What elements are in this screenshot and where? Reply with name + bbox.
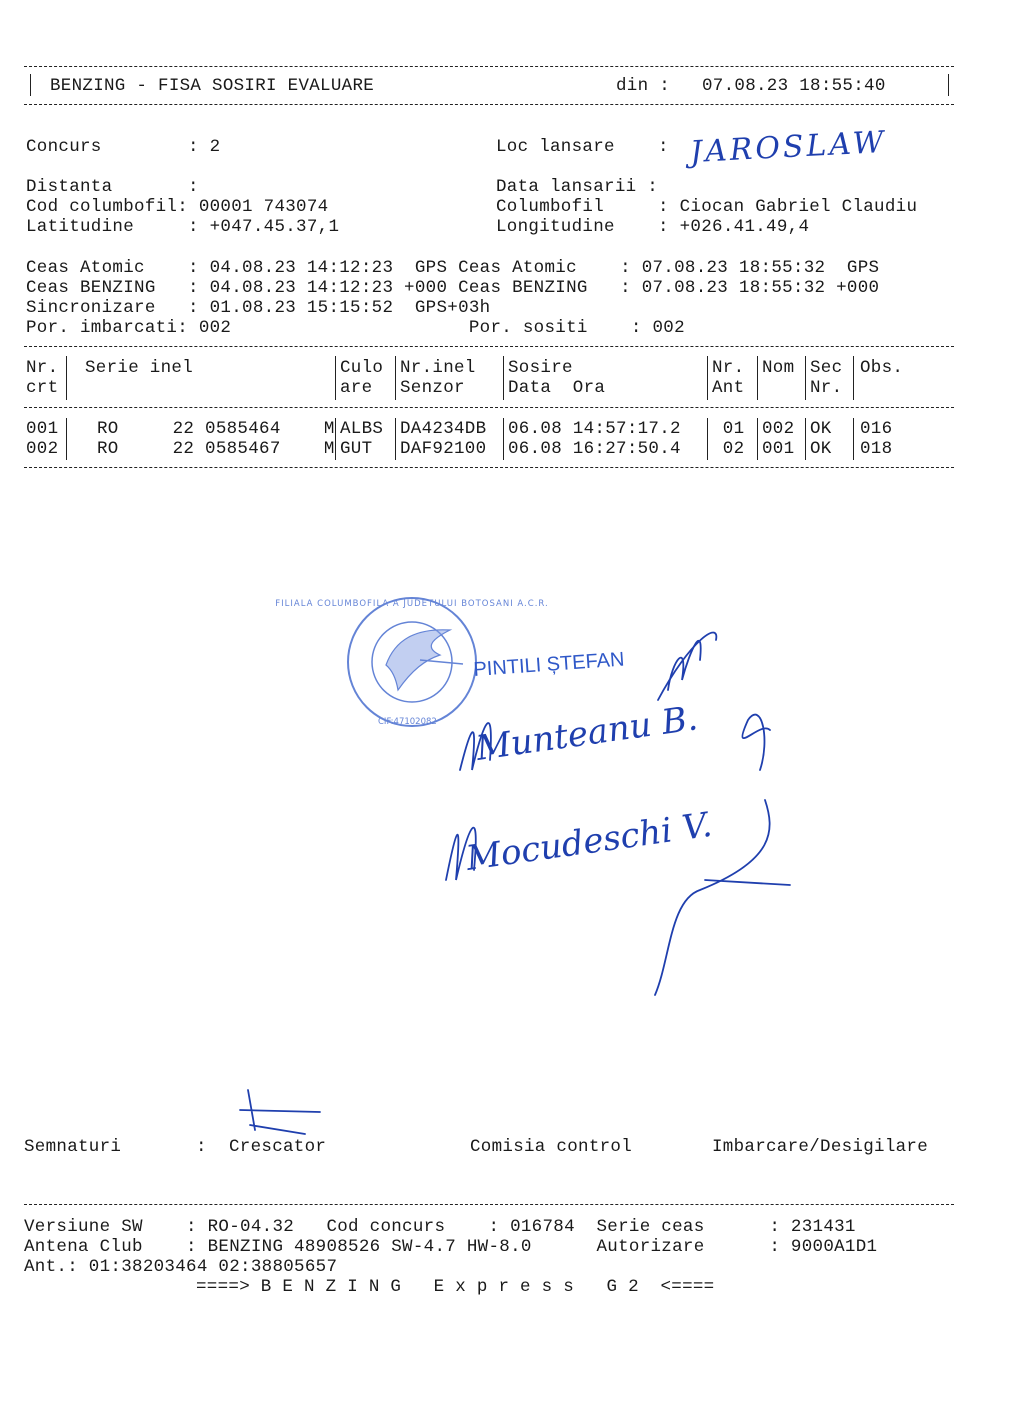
row1-serie: RO 22 0585464 M bbox=[97, 419, 335, 439]
clock-benzing-line: Ceas BENZING : 04.08.23 14:12:23 +000 Ceas BENZING : 07.08.23 18:55:32 +000 bbox=[26, 278, 880, 298]
row1-culoare: ALBS bbox=[340, 419, 384, 439]
row2-sosire: 06.08 16:27:50.4 bbox=[508, 439, 681, 459]
col-obs-header: Obs. bbox=[860, 358, 904, 378]
sincronizare-line: Sincronizare : 01.08.23 15:15:52 GPS+03h bbox=[26, 298, 491, 318]
handwritten-signatures bbox=[240, 633, 790, 1135]
row2-nom: 001 bbox=[762, 439, 795, 459]
comisia-label: Comisia control bbox=[470, 1137, 633, 1157]
latitudine-line: Latitudine : +047.45.37,1 bbox=[26, 217, 340, 237]
semnaturi-label: Semnaturi bbox=[24, 1137, 122, 1157]
col-sosire-header-2: Data Ora bbox=[508, 378, 606, 398]
footer-brand: ====> B E N Z I N G E x p r e s s G 2 <==== bbox=[196, 1277, 715, 1297]
col-culoare-header: Culo bbox=[340, 358, 384, 378]
row2-ant: 02 bbox=[712, 439, 745, 459]
report-date: 07.08.23 18:55:40 bbox=[702, 76, 886, 96]
row1-nom: 002 bbox=[762, 419, 795, 439]
col-sec-header: Sec bbox=[810, 358, 843, 378]
stamp-ring-text: FILIALA COLUMBOFILA A JUDETULUI BOTOSANI A.C.R. bbox=[275, 599, 549, 609]
columbofil-line: Columbofil : Ciocan Gabriel Claudiu bbox=[496, 197, 918, 217]
col-culoare-header-2: are bbox=[340, 378, 373, 398]
cod-columbofil-line: Cod columbofil: 00001 743074 bbox=[26, 197, 329, 217]
col-ant-header: Nr. bbox=[712, 358, 745, 378]
row2-sec: OK bbox=[810, 439, 832, 459]
signature-mocudeschi: Mocudeschi V. bbox=[463, 804, 715, 879]
col-ant-header-2: Ant bbox=[712, 378, 745, 398]
col-sec-header-2: Nr. bbox=[810, 378, 843, 398]
loc-lansare-label: Loc lansare : bbox=[496, 137, 669, 157]
row1-obs: 016 bbox=[860, 419, 893, 439]
stamp-cif: CIF:47102082 bbox=[378, 717, 437, 727]
footer-rule bbox=[24, 1204, 954, 1205]
col-sosire-header: Sosire bbox=[508, 358, 573, 378]
signature-munteanu: Munteanu B. bbox=[473, 698, 701, 769]
crescator-label: Crescator bbox=[229, 1137, 327, 1157]
data-lansarii-line: Data lansarii : bbox=[496, 177, 659, 197]
col-nr-header: Nr. bbox=[26, 358, 59, 378]
row2-culoare: GUT bbox=[340, 439, 373, 459]
row1-nr: 001 bbox=[26, 419, 59, 439]
row1-senzor: DA4234DB bbox=[400, 419, 487, 439]
stamp-name: PINTILI ȘTEFAN bbox=[472, 648, 626, 681]
col-serie-header: Serie inel bbox=[85, 358, 194, 378]
imbarcare-label: Imbarcare/Desigilare bbox=[712, 1137, 929, 1157]
longitudine-line: Longitudine : +026.41.49,4 bbox=[496, 217, 810, 237]
row1-ant: 01 bbox=[712, 419, 745, 439]
row2-obs: 018 bbox=[860, 439, 893, 459]
footer-versiune-line: Versiune SW : RO-04.32 Cod concurs : 016784 Serie ceas : 231431 bbox=[24, 1217, 856, 1237]
row2-nr: 002 bbox=[26, 439, 59, 459]
date-label: din : bbox=[616, 76, 671, 96]
row2-serie: RO 22 0585467 M bbox=[97, 439, 335, 459]
clock-atomic-line: Ceas Atomic : 04.08.23 14:12:23 GPS Ceas Atomic : 07.08.23 18:55:32 GPS bbox=[26, 258, 880, 278]
row2-senzor: DAF92100 bbox=[400, 439, 487, 459]
distanta-line: Distanta : bbox=[26, 177, 199, 197]
row1-sec: OK bbox=[810, 419, 832, 439]
col-senzor-header: Nr.inel bbox=[400, 358, 476, 378]
document-title: BENZING - FISA SOSIRI EVALUARE bbox=[50, 76, 375, 96]
concurs-line: Concurs : 2 bbox=[26, 137, 221, 157]
col-nom-header: Nom bbox=[762, 358, 795, 378]
semnaturi-colon: : bbox=[196, 1137, 207, 1157]
col-senzor-header-2: Senzor bbox=[400, 378, 465, 398]
porumbei-line: Por. imbarcati: 002 Por. sositi : 002 bbox=[26, 318, 685, 338]
footer-ant-line: Ant.: 01:38203464 02:38805657 bbox=[24, 1257, 338, 1277]
footer-antena-line: Antena Club : BENZING 48908526 SW-4.7 HW-8.0 Autorizare : 9000A1D1 bbox=[24, 1237, 878, 1257]
loc-lansare-handwritten: JAROSLAW bbox=[689, 124, 888, 171]
col-nr-header-2: crt bbox=[26, 378, 59, 398]
row1-sosire: 06.08 14:57:17.2 bbox=[508, 419, 681, 439]
